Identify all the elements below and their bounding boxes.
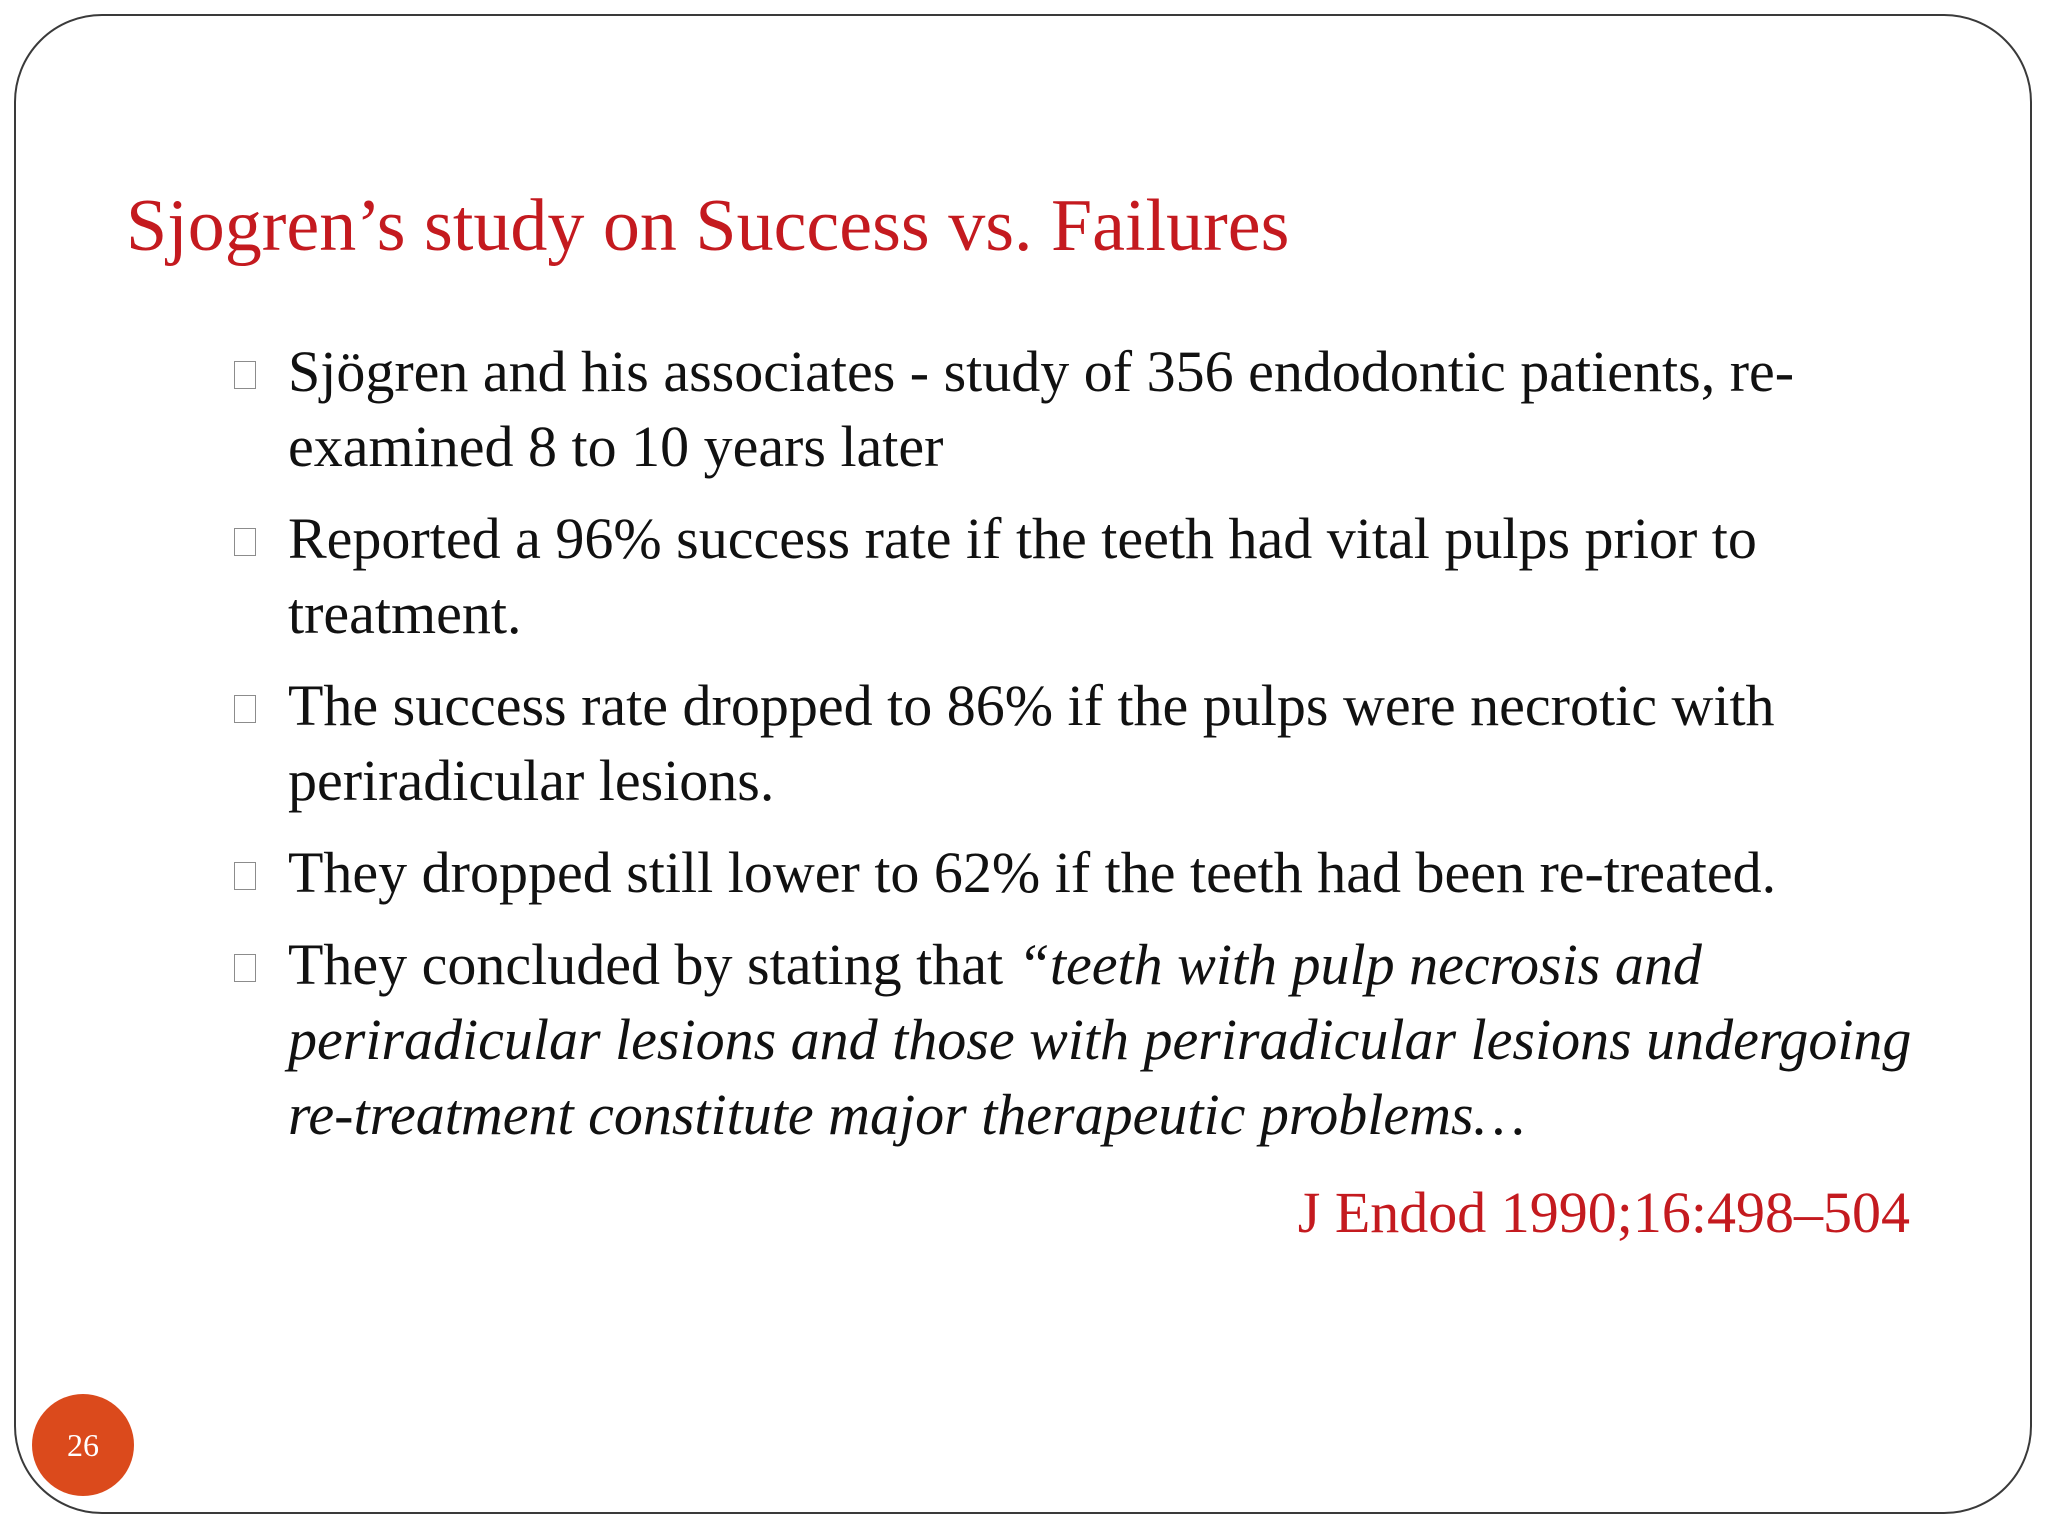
square-bullet-icon (234, 862, 256, 890)
slide-title: Sjogren’s study on Success vs. Failures (126, 185, 1290, 267)
bullet-list (230, 334, 1930, 1169)
quoted-conclusion: “teeth with pulp necrosis and periradicular lesions and those with periradicular lesions undergoing re-treatment constitute major therapeutic problems… (288, 932, 1912, 1147)
square-bullet-icon (234, 528, 256, 556)
square-bullet-icon (234, 695, 256, 723)
bullet-text: The success rate dropped to 86% if the pulps were necrotic with periradicular lesions. (288, 673, 1775, 813)
bullet-item (230, 835, 1930, 910)
bullet-text: They dropped still lower to 62% if the teeth had been re-treated. (288, 840, 1777, 905)
bullet-item (230, 927, 1930, 1152)
bullet-text: Reported a 96% success rate if the teeth had vital pulps prior to treatment. (288, 506, 1757, 646)
square-bullet-icon (234, 954, 256, 982)
page-number-badge (32, 1394, 134, 1496)
bullet-item (230, 334, 1930, 484)
square-bullet-icon (234, 361, 256, 389)
bullet-item (230, 501, 1930, 651)
bullet-text: Sjögren and his associates - study of 356 endodontic patients, re-examined 8 to 10 years later (288, 339, 1795, 479)
bullet-text: They concluded by stating that (288, 932, 1018, 997)
citation: J Endod 1990;16:498–504 (1297, 1180, 1910, 1245)
bullet-item (230, 668, 1930, 818)
page-number: 26 (67, 1426, 99, 1463)
